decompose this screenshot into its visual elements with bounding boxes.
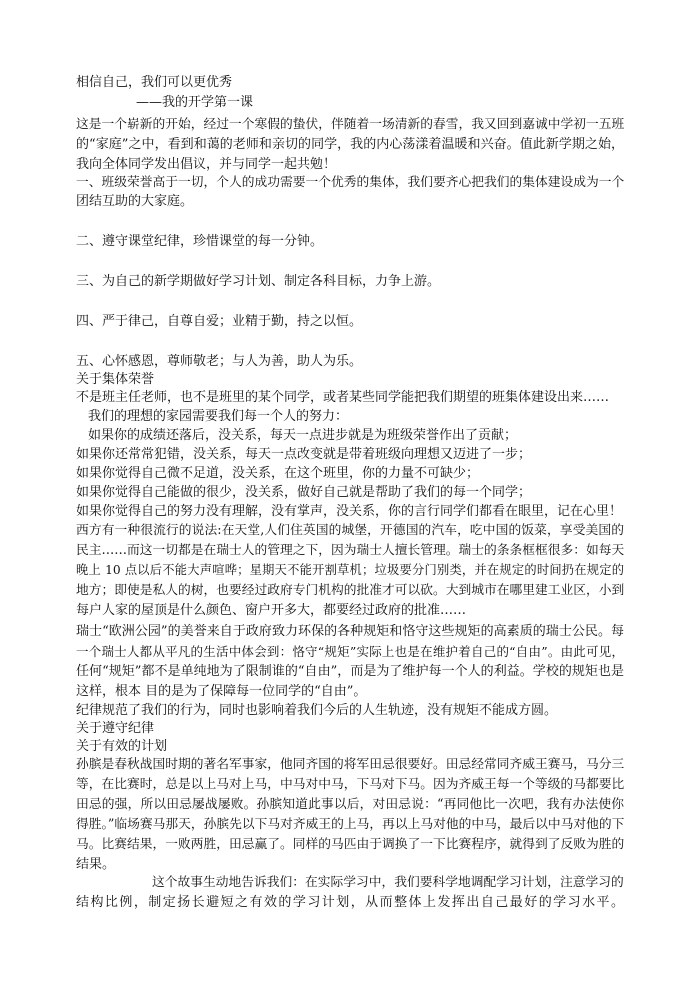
honor-line: 一个瑞士人都从平凡的生活中体会到：恪守“规矩”实际上也是在维护着自己的“自由”。由此可见， bbox=[76, 644, 624, 659]
honor-line: 民主……而这一切都是在瑞士人的管理之下，因为瑞士人擅长管理。瑞士的条条框框很多：如每天 bbox=[76, 543, 625, 558]
honor-line: 我们的理想的家园需要我们每一个人的努力： bbox=[88, 409, 349, 424]
document-subtitle: ——我的开学第一课 bbox=[136, 95, 254, 110]
honor-line: 西方有一种很流行的说法:在天堂,人们住英国的城堡，开德国的汽车，吃中国的饭菜，享受美国的 bbox=[76, 523, 624, 538]
honor-line: 这样，根本 目的是为了保障每一位同学的“自由”。 bbox=[76, 684, 367, 699]
intro-line: 这是一个崭新的开始，经过一个寒假的蛰伏，伴随着一场清新的春雪，我又回到嘉诚中学初一五班 bbox=[76, 117, 625, 132]
honor-line: 任何“规矩”都不是单纯地为了限制谁的“自由”，而是为了维护每一个人的利益。学校的规矩也是 bbox=[76, 664, 624, 679]
honor-line: 如果你觉得自己的努力没有理解，没有掌声，没关系，你的言行同学们都看在眼里，记在心里！ bbox=[76, 504, 623, 519]
honor-line: 不是班主任老师，也不是班里的某个同学，或者某些同学能把我们期望的班集体建设出来…… bbox=[76, 390, 610, 405]
honor-line: 晚上 10 点以后不能大声喧哗；星期天不能开割草机；垃圾要分门别类，并在规定的时间扔在规定的 bbox=[76, 563, 624, 577]
honor-line: 如果你还常常犯错，没关系，每天一点改变就是带着班级向理想又迈进了一步； bbox=[76, 447, 532, 462]
honor-line: 地方；即使是私人的树，也要经过政府专门机构的批准才可以砍。大到城市在哪里建工业区，小到 bbox=[76, 583, 625, 598]
section-heading-discipline: 关于遵守纪律 bbox=[76, 721, 155, 736]
point-2: 二、遵守课堂纪律，珍惜课堂的每一分钟。 bbox=[76, 234, 324, 249]
intro-line: 我向全体同学发出倡议，并与同学一起共勉！ bbox=[76, 157, 337, 172]
plan-line: 孙膑是春秋战国时期的著名军事家，他同齐国的将军田忌很要好。田忌经常同齐威王赛马，马分三 bbox=[76, 757, 625, 772]
honor-line: 如果你觉得自己微不足道，没关系，在这个班里，你的力量不可缺少； bbox=[76, 466, 480, 481]
plan-line: 结果。 bbox=[76, 857, 116, 872]
intro-line: 的“家庭”之中，看到和蔼的老师和亲切的同学，我的内心荡漾着温暖和兴奋。值此新学期之始， bbox=[76, 137, 624, 152]
honor-line: 瑞士“欧洲公园”的美誉来自于政府致力环保的各种规矩和恪守这些规矩的高素质的瑞士公民。每 bbox=[76, 624, 624, 639]
honor-line: 如果你的成绩还落后，没关系，每天一点进步就是为班级荣誉作出了贡献； bbox=[88, 428, 518, 443]
point-5: 五、心怀感恩，尊师敬老；与人为善，助人为乐。 bbox=[76, 354, 363, 369]
point-1-line: 一、班级荣誉高于一切，个人的成功需要一个优秀的集体，我们要齐心把我们的集体建设成为一个 bbox=[76, 175, 625, 190]
plan-line: 马。比赛结果，一败两胜，田忌赢了。同样的马匹由于调换了一下比赛程序，就得到了反败为胜的 bbox=[76, 837, 625, 852]
plan-conclusion-line: 结构比例，制定扬长避短之有效的学习计划，从而整体上发挥出自己最好的学习水平。 bbox=[76, 895, 624, 910]
honor-line: 每户人家的屋顶是什么颜色、窗户开多大，都要经过政府的批准…… bbox=[76, 603, 467, 618]
honor-line: 纪律规范了我们的行为，同时也影响着我们今后的人生轨迹，没有规矩不能成方圆。 bbox=[76, 703, 558, 718]
section-heading-honor: 关于集体荣誉 bbox=[76, 372, 155, 387]
plan-line: 等，在比赛时，总是以上马对上马，中马对中马，下马对下马。因为齐威王每一个等级的马都要比 bbox=[76, 777, 625, 792]
point-1-line: 团结互助的大家庭。 bbox=[76, 194, 194, 209]
section-heading-plan: 关于有效的计划 bbox=[76, 739, 168, 754]
honor-line: 如果你觉得自己能做的很少，没关系，做好自己就是帮助了我们的每一个同学； bbox=[76, 485, 532, 500]
document-title: 相信自己，我们可以更优秀 bbox=[76, 75, 233, 90]
plan-line: 田忌的强，所以田忌屡战屡败。孙膑知道此事以后，对田忌说：“再同他比一次吧，我有办法使你 bbox=[76, 797, 624, 812]
point-3: 三、为自己的新学期做好学习计划、制定各科目标，力争上游。 bbox=[76, 274, 441, 289]
plan-line: 得胜。”临场赛马那天，孙膑先以下马对齐威王的上马，再以上马对他的中马，最后以中马对他的下 bbox=[76, 817, 625, 832]
plan-conclusion-line: 这个故事生动地告诉我们：在实际学习中，我们要科学地调配学习计划，注意学习的 bbox=[152, 875, 624, 890]
point-4: 四、严于律己，自尊自爱；业精于勤，持之以恒。 bbox=[76, 314, 363, 329]
